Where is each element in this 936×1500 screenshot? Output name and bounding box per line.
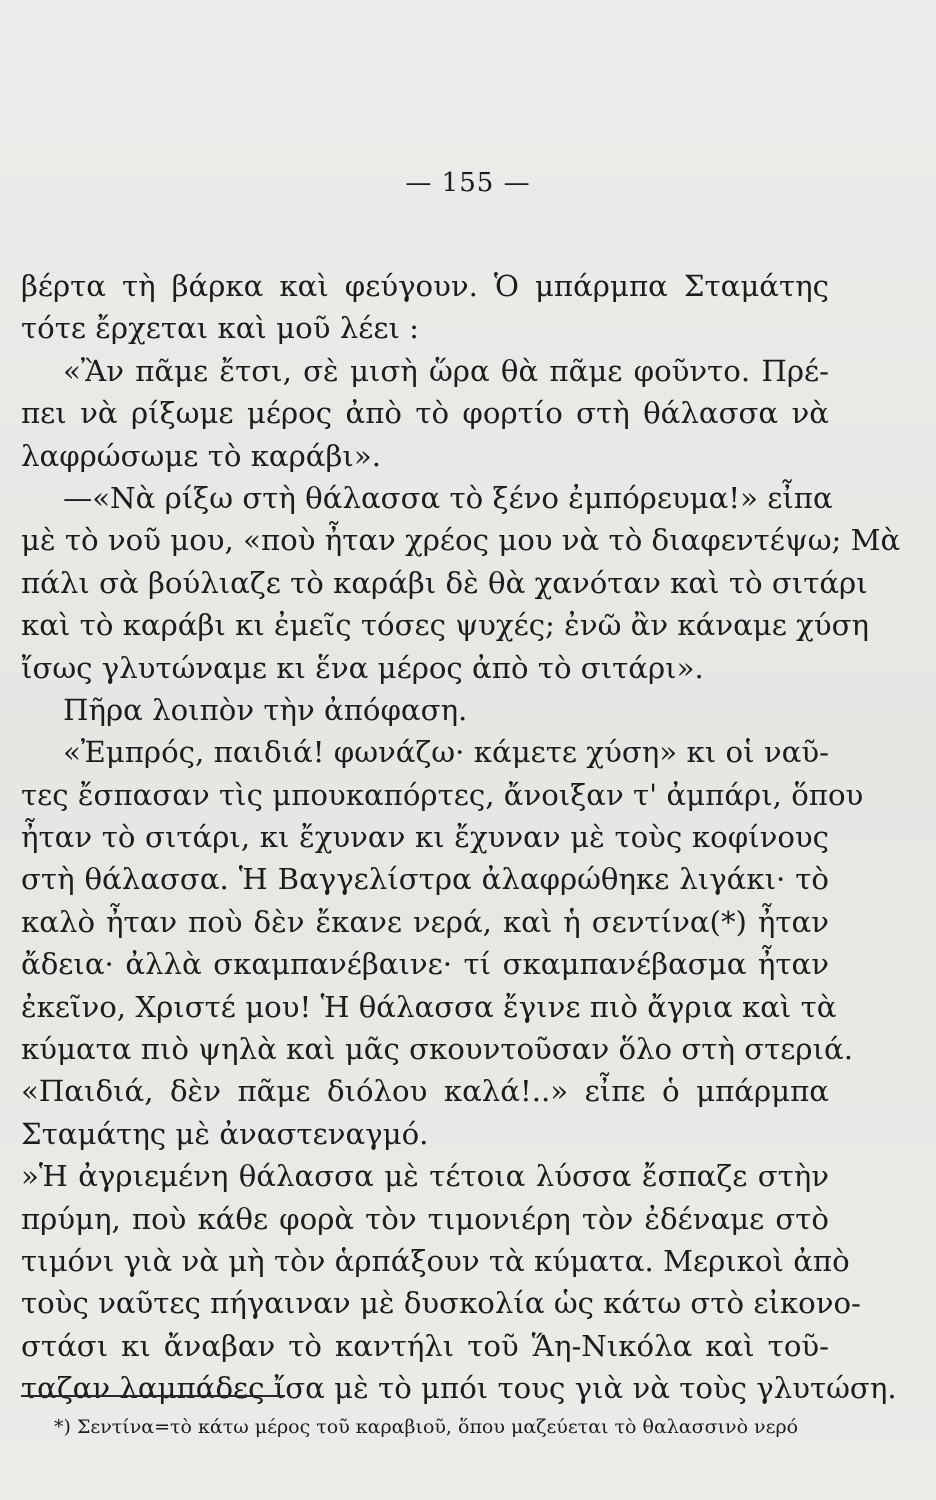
footnote-divider <box>21 1395 285 1397</box>
footnote: *) Σεντίνα=τὸ κάτω μέρος τοῦ καραβιοῦ, ὅπου μαζεύεται τὸ θαλασσινὸ νερό <box>54 1416 799 1438</box>
text-line: τες ἔσπασαν τὶς μπουκαπόρτες, ἄνοιξαν τ' ἀμπάρι, ὅπου <box>21 777 864 812</box>
text-line: ἐκεῖνο, Χριστέ μου! Ἡ θάλασσα ἔγινε πιὸ ἄγρια καὶ τὰ <box>21 989 837 1024</box>
text-line: πει νὰ ρίξωμε μέρος ἀπὸ τὸ φορτίο στὴ θάλασσα νὰ <box>21 396 829 431</box>
text-line: Πῆρα λοιπὸν τὴν ἀπόφαση. <box>63 692 468 727</box>
text-line: λαφρώσωμε τὸ καράβι». <box>21 438 381 473</box>
text-line: καλὸ ἦταν ποὺ δὲν ἔκανε νερά, καὶ ἡ σεντίνα(*) ἦταν <box>21 904 829 939</box>
body-text <box>21 265 901 1410</box>
text-line: ἦταν τὸ σιτάρι, κι ἔχυναν κι ἔχυναν μὲ τοὺς κοφίνους <box>21 820 829 855</box>
text-line: ταζαν λαμπάδες ἴσα μὲ τὸ μπόι τους γιὰ νὰ τοὺς γλυτώση. <box>21 1371 897 1406</box>
text-line: «Ἐμπρός, παιδιά! φωνάζω· κάμετε χύση» κι οἱ ναῦ- <box>63 735 829 770</box>
text-line: τότε ἔρχεται καὶ μοῦ λέει : <box>21 311 420 346</box>
page-number: — 155 — <box>405 168 531 198</box>
text-line: ἄδεια· ἀλλὰ σκαμπανέβαινε· τί σκαμπανέβασμα ἦταν <box>21 947 829 982</box>
text-line: ἴσως γλυτώναμε κι ἕνα μέρος ἀπὸ τὸ σιτάρι». <box>21 650 704 685</box>
text-line: Σταμάτης μὲ ἀναστεναγμό. <box>21 1116 429 1151</box>
text-line: κύματα πιὸ ψηλὰ καὶ μᾶς σκουντοῦσαν ὅλο στὴ στεριά. <box>21 1032 854 1067</box>
text-line: στάσι κι ἄναβαν τὸ καντήλι τοῦ Ἅη-Νικόλα καὶ τοῦ- <box>21 1328 829 1363</box>
text-line: πάλι σὰ βούλιαζε τὸ καράβι δὲ θὰ χανόταν καὶ τὸ σιτάρι <box>21 565 868 600</box>
text-line: τιμόνι γιὰ νὰ μὴ τὸν ἁρπάξουν τὰ κύματα. Μερικοὶ ἀπὸ <box>21 1243 850 1278</box>
text-line: βέρτα τὴ βάρκα καὶ φεύγουν. Ὁ μπάρμπα Σταμάτης <box>21 269 829 303</box>
text-line: καὶ τὸ καράβι κι ἐμεῖς τόσες ψυχές; ἐνῶ ἂν κάναμε χύση <box>21 608 869 643</box>
text-line: «Παιδιά, δὲν πᾶμε διόλου καλά!..» εἶπε ὁ μπάρμπα <box>21 1074 829 1109</box>
text-line: τοὺς ναῦτες πήγαιναν μὲ δυσκολία ὡς κάτω στὸ εἰκονο- <box>21 1286 861 1321</box>
text-line: πρύμη, ποὺ κάθε φορὰ τὸν τιμονιέρη τὸν ἐδέναμε στὸ <box>21 1201 829 1236</box>
text-line: »Ἡ ἀγριεμένη θάλασσα μὲ τέτοια λύσσα ἔσπαζε στὴν <box>21 1159 829 1194</box>
text-line: —«Νὰ ρίξω στὴ θάλασσα τὸ ξένο ἐμπόρευμα!» εἶπα <box>63 480 833 515</box>
text-line: μὲ τὸ νοῦ μου, «ποὺ ἦταν χρέος μου νὰ τὸ διαφεντέψω; Μὰ <box>21 523 901 558</box>
text-line: «Ἂν πᾶμε ἔτσι, σὲ μισὴ ὥρα θὰ πᾶμε φοῦντο. Πρέ- <box>63 353 829 388</box>
text-line: στὴ θάλασσα. Ἡ Βαγγελίστρα ἀλαφρώθηκε λιγάκι· τὸ <box>21 862 829 897</box>
